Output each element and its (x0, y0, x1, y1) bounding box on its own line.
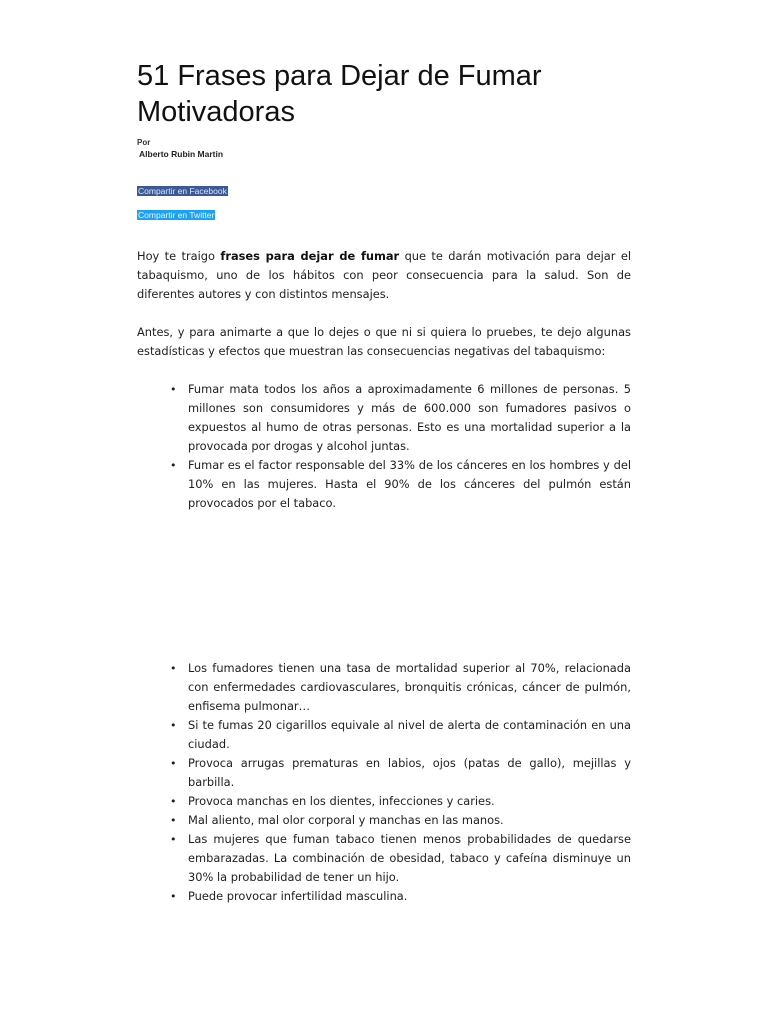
intro-text-after: que te darán motivación para dejar el tabaquismo, uno de los hábitos con peor consecuencia para la salud. Son de diferentes autores y con distintos mensajes. (137, 249, 632, 301)
intro-keyword: frases para dejar de fumar (220, 249, 400, 263)
bullet-icon: • (170, 757, 177, 770)
list-item-text: Puede provocar infertilidad masculina. (188, 889, 408, 903)
intro-text-before: Hoy te traigo (137, 249, 221, 263)
article-title: 51 Frases para Dejar de Fumar Motivadoras (137, 60, 542, 128)
list-item-text: Provoca manchas en los dientes, infecciones y caries. (188, 794, 495, 808)
list-item-text: Provoca arrugas prematuras en labios, ojos (patas de gallo), mejillas y barbilla. (188, 756, 631, 789)
list-item-text: Los fumadores tienen una tasa de mortalidad superior al 70%, relacionada con enfermedades cardiovasculares, bronquitis crónicas, cáncer de pulmón, enfisema pulmonar… (188, 661, 631, 713)
bullet-icon: • (170, 795, 177, 808)
list-item (170, 716, 631, 754)
list-item-text: Fumar es el factor responsable del 33% de los cánceres en los hombres y del 10% en las mujeres. Hasta el 90% de los cánceres del pulmón están provocados por el tabaco. (188, 458, 631, 510)
list-item (170, 887, 631, 906)
bullet-icon: • (170, 814, 177, 827)
list-item (170, 830, 631, 887)
share-facebook-link[interactable]: Compartir en Facebook (138, 186, 227, 196)
list-item-text: Las mujeres que fuman tabaco tienen menos probabilidades de quedarse embarazadas. La combinación de obesidad, tabaco y cafeína disminuye un 30% la probabilidad de tener un hijo. (188, 832, 631, 884)
list-item (170, 792, 631, 811)
list-item-text: Si te fumas 20 cigarillos equivale al nivel de alerta de contaminación en una ciudad. (188, 718, 631, 751)
list-item (170, 456, 631, 513)
bullet-icon: • (170, 662, 177, 675)
list-item (170, 811, 631, 830)
byline-label: Por (137, 138, 151, 147)
list-item (170, 659, 631, 716)
bullet-icon: • (170, 890, 177, 903)
stats-intro-paragraph: Antes, y para animarte a que lo dejes o que ni si quiera lo pruebes, te dejo algunas estadísticas y efectos que muestran las consecuencias negativas del tabaquismo: (137, 325, 631, 358)
bullet-icon: • (170, 383, 177, 396)
bullet-icon: • (170, 459, 177, 472)
bullet-icon: • (170, 833, 177, 846)
share-twitter-link[interactable]: Compartir en Twitter (138, 210, 215, 220)
bullet-icon: • (170, 719, 177, 732)
author-link[interactable]: Alberto Rubin Martin (139, 149, 224, 159)
list-item-text: Mal aliento, mal olor corporal y manchas en las manos. (188, 813, 504, 827)
article (137, 0, 631, 906)
list-item (170, 754, 631, 792)
list-item (170, 380, 631, 456)
stats-list-2 (137, 659, 631, 906)
list-item-text: Fumar mata todos los años a aproximadamente 6 millones de personas. 5 millones son consumidores y más de 600.000 son fumadores pasivos o expuestos al humo de otras personas. Esto es una mortalidad superior a la provocada por drogas y alcohol juntas. (188, 382, 631, 453)
intro-paragraph (137, 247, 631, 304)
stats-list-1 (137, 380, 631, 513)
